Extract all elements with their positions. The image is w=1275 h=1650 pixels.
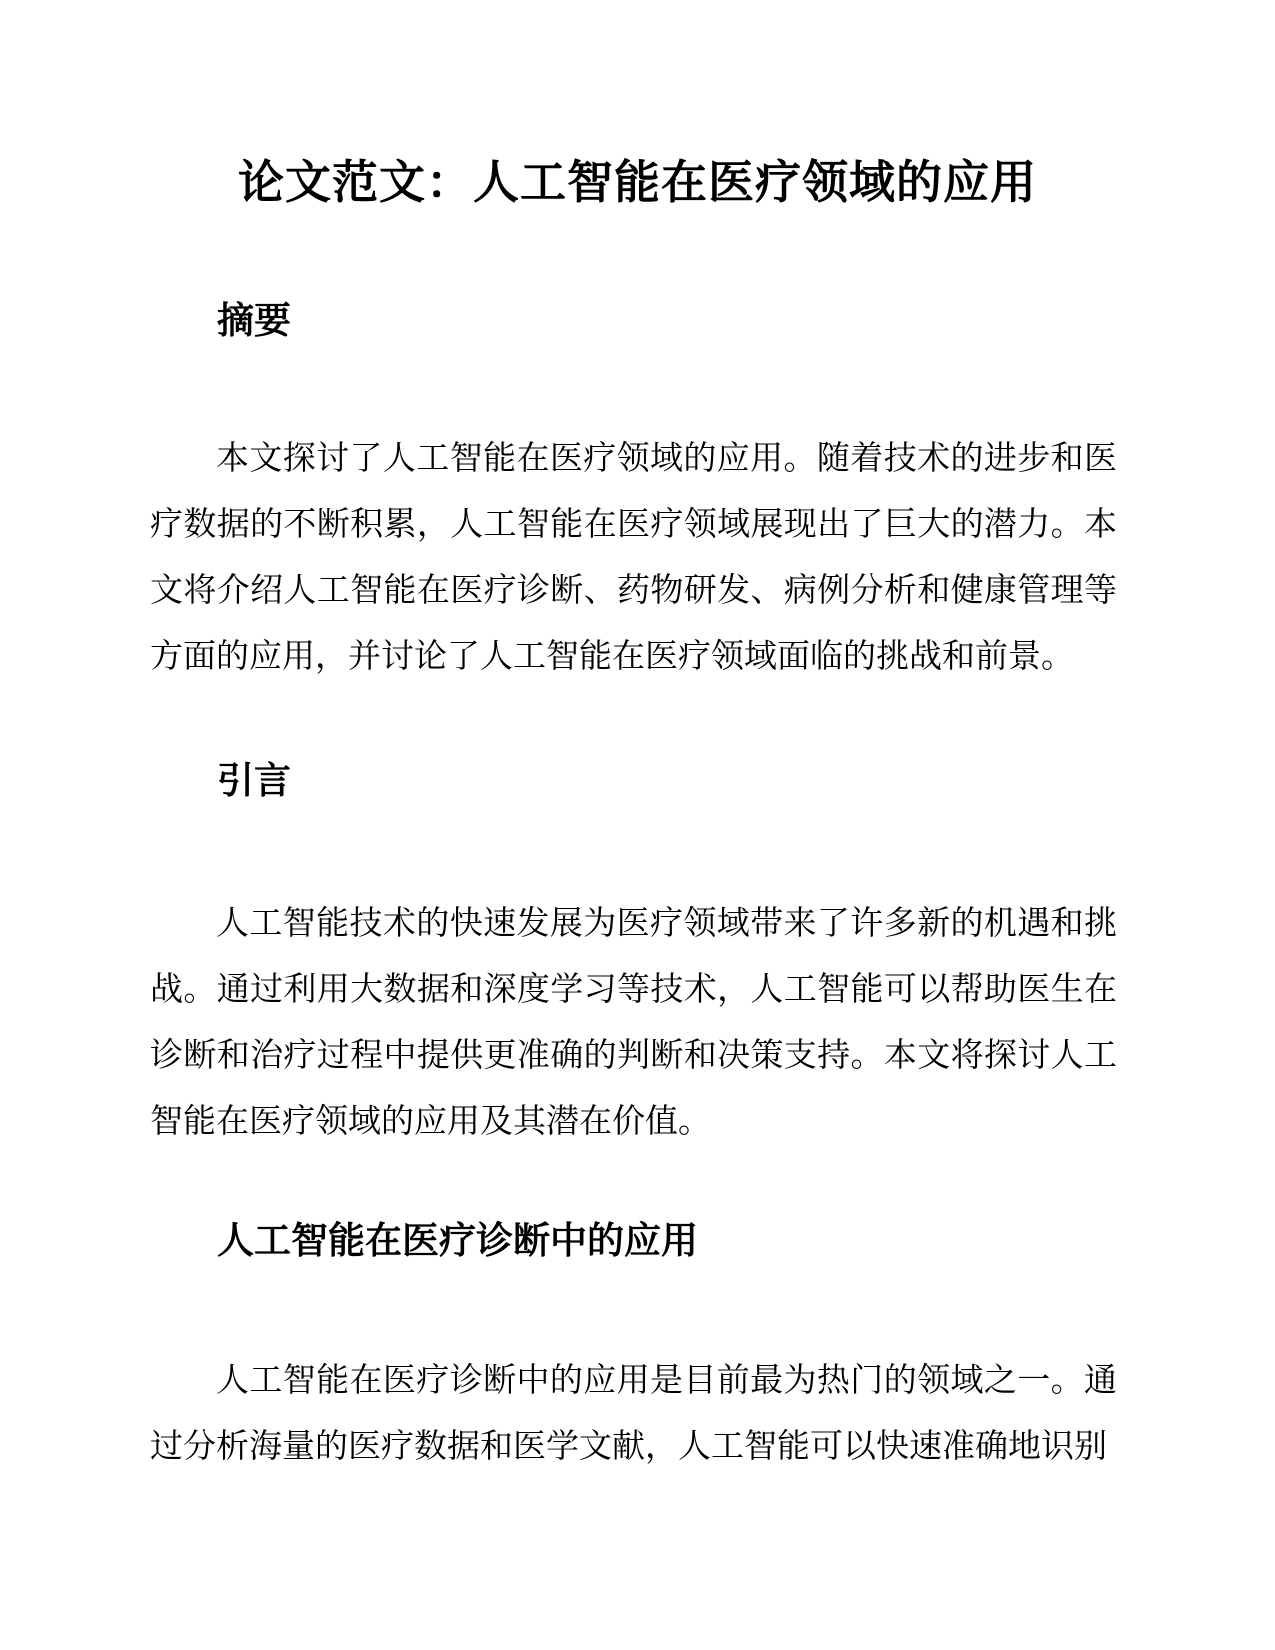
document-title: 论文范文：人工智能在医疗领域的应用: [238, 155, 1037, 209]
section-heading-introduction: 引言: [217, 759, 291, 802]
section-body-diagnosis: 人工智能在医疗诊断中的应用是目前最为热门的领域之一。通过分析海量的医疗数据和医学文献，人工智能可以快速准确地识别: [150, 1360, 1117, 1465]
section-heading-diagnosis: 人工智能在医疗诊断中的应用: [217, 1219, 698, 1262]
section-heading-abstract: 摘要: [217, 299, 291, 342]
section-body-introduction: 人工智能技术的快速发展为医疗领域带来了许多新的机遇和挑战。通过利用大数据和深度学习等技术，人工智能可以帮助医生在诊断和治疗过程中提供更准确的判断和决策支持。本文将探讨人工智能在医疗领域的应用及其潜在价值。: [150, 903, 1117, 1140]
section-body-abstract: 本文探讨了人工智能在医疗领域的应用。随着技术的进步和医疗数据的不断积累，人工智能在医疗领域展现出了巨大的潜力。本文将介绍人工智能在医疗诊断、药物研发、病例分析和健康管理等方面的应用，并讨论了人工智能在医疗领域面临的挑战和前景。: [150, 438, 1117, 675]
